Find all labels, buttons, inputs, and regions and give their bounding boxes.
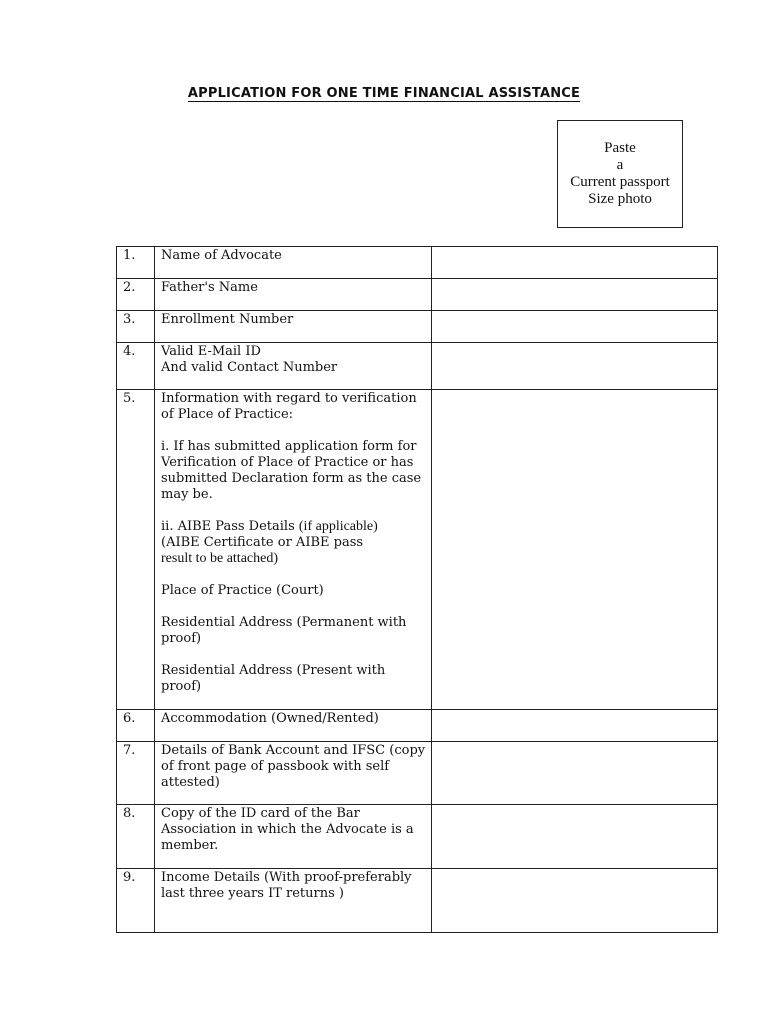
practice-intro-text: Information with regard to verification of Place of Practice: [161,391,417,422]
row-number: 3. [117,311,155,343]
form-row-5 [117,390,718,710]
row-label-income-details: Income Details (With proof-preferably last three years IT returns ) [155,869,432,933]
aibe-if-applicable-note: (if applicable) [298,519,378,534]
practice-item-i-text: i. If has submitted application form for Verification of Place of Practice or has submitted Declaration form as the case may be. [161,439,422,502]
place-of-practice-court-text: Place of Practice (Court) [161,583,324,598]
aibe-certificate-note: (AIBE Certificate or AIBE pass [161,535,364,550]
row-label-place-of-practice-info [155,390,432,710]
row-label-contact-line: And valid Contact Number [161,360,338,375]
row-number: 1. [117,247,155,279]
aibe-pass-details-label: ii. AIBE Pass Details [161,519,295,534]
form-title-text: APPLICATION FOR ONE TIME FINANCIAL ASSISTANCE [187,86,581,101]
row-label-fathers-name: Father's Name [155,279,432,311]
photo-placeholder-box [557,120,683,228]
field-bank-details[interactable] [432,742,718,805]
row-label-enrollment-number: Enrollment Number [155,311,432,343]
form-row-8 [117,805,718,869]
practice-item-ii-text [161,519,426,535]
field-enrollment-number[interactable] [432,311,718,343]
residential-permanent-text: Residential Address (Permanent with proof) [161,615,407,646]
row-number: 6. [117,710,155,742]
form-row-2 [117,279,718,311]
row-label-email-contact [155,343,432,390]
field-bar-id-card[interactable] [432,805,718,869]
application-form-table [116,246,718,933]
photo-box-line-4: Size photo [588,191,652,207]
row-number: 5. [117,390,155,710]
row-label-email-line: Valid E-Mail ID [161,344,261,359]
form-row-1 [117,247,718,279]
row-number: 2. [117,279,155,311]
row-label-accommodation: Accommodation (Owned/Rented) [155,710,432,742]
form-row-6 [117,710,718,742]
field-email-contact[interactable] [432,343,718,390]
field-accommodation[interactable] [432,710,718,742]
row-label-bank-details: Details of Bank Account and IFSC (copy of front page of passbook with self attested) [155,742,432,805]
aibe-attached-note: result to be attached) [161,551,279,566]
form-row-9 [117,869,718,933]
photo-box-line-3: Current passport [570,174,670,190]
row-number: 9. [117,869,155,933]
field-income-details[interactable] [432,869,718,933]
form-row-4 [117,343,718,390]
form-title [0,86,768,101]
row-label-name-of-advocate: Name of Advocate [155,247,432,279]
form-row-3 [117,311,718,343]
form-row-7 [117,742,718,805]
photo-box-line-2: a [616,157,624,173]
row-number: 4. [117,343,155,390]
field-name-of-advocate[interactable] [432,247,718,279]
field-fathers-name[interactable] [432,279,718,311]
field-place-of-practice-info[interactable] [432,390,718,710]
photo-box-line-1: Paste [604,140,636,156]
residential-present-text: Residential Address (Present with proof) [161,663,386,694]
row-label-bar-id-card: Copy of the ID card of the Bar Association in which the Advocate is a member. [155,805,432,869]
row-number: 7. [117,742,155,805]
row-number: 8. [117,805,155,869]
